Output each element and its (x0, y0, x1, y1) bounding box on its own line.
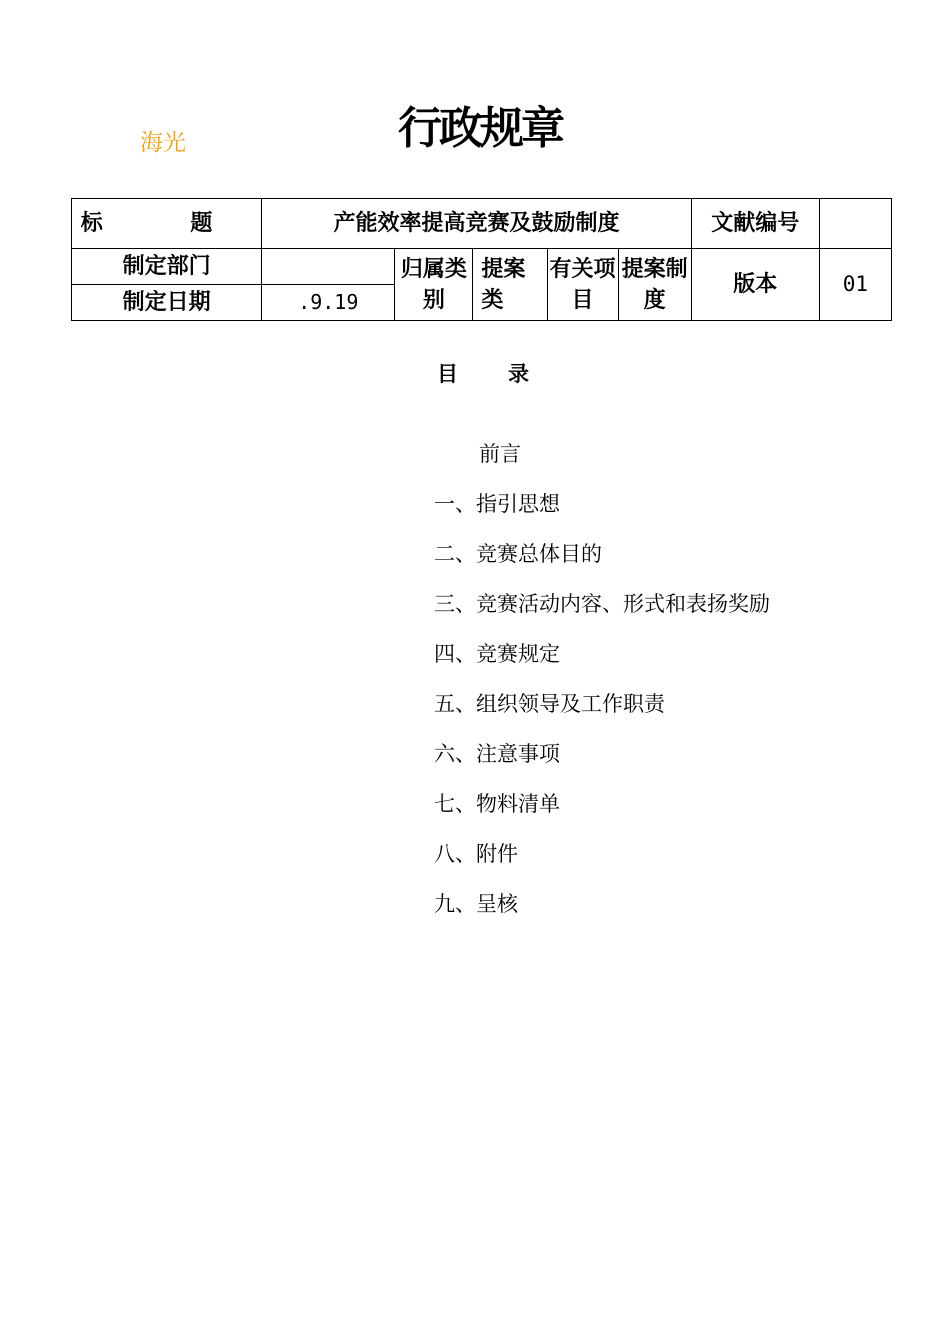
doc-number-label: 文献编号 (691, 199, 819, 249)
toc-item: 一、指引思想 (434, 492, 560, 516)
toc-item: 五、组织领导及工作职责 (434, 692, 665, 716)
title-value: 产能效率提高竞赛及鼓励制度 (262, 199, 692, 249)
document-title: 行政规章 (398, 103, 562, 154)
related-value: 提案制度 (618, 249, 691, 321)
doc-number-value (819, 199, 891, 249)
date-value: .9.19 (262, 285, 395, 321)
related-label: 有关项目 (547, 249, 618, 321)
toc-item: 七、物料清单 (434, 792, 560, 816)
document-info-table (71, 198, 892, 321)
date-label: 制定日期 (72, 285, 262, 321)
version-value: 01 (819, 249, 891, 321)
category-value: 提案类 (473, 249, 547, 321)
toc-item: 前言 (479, 442, 521, 466)
toc-item: 九、呈核 (434, 892, 518, 916)
toc-heading: 目录 (437, 361, 579, 386)
toc-item: 四、竞赛规定 (434, 642, 560, 666)
dept-label: 制定部门 (72, 249, 262, 285)
version-label: 版本 (691, 249, 819, 321)
table-of-contents (434, 438, 770, 938)
dept-value (262, 249, 395, 285)
title-label: 标 题 (72, 199, 262, 249)
category-label: 归属类别 (395, 249, 473, 321)
toc-item: 三、竞赛活动内容、形式和表扬奖励 (434, 592, 770, 616)
toc-item: 八、附件 (434, 842, 518, 866)
toc-item: 六、注意事项 (434, 742, 560, 766)
brand-name: 海光 (140, 130, 186, 156)
toc-item: 二、竞赛总体目的 (434, 542, 602, 566)
